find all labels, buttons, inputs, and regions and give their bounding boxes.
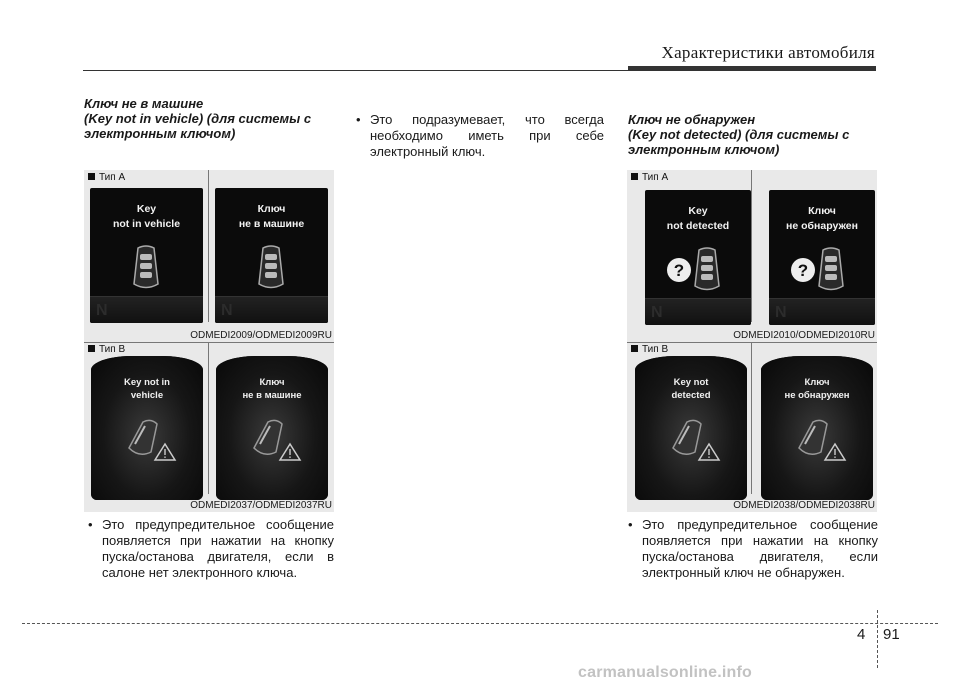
key-not-in-vehicle-screen-ru: Ключ не в машине N bbox=[215, 188, 328, 323]
left-heading-line-3: электронным ключом) bbox=[84, 126, 236, 141]
right-figure-code-b: ODMEDI2038/ODMEDI2038RU bbox=[733, 500, 875, 511]
footer-divider bbox=[877, 610, 878, 668]
svg-text:?: ? bbox=[673, 261, 685, 280]
smart-key-warning-icon bbox=[665, 418, 721, 462]
chapter-number: 4 bbox=[857, 626, 866, 643]
right-figure-code-a: ODMEDI2010/ODMEDI2010RU bbox=[733, 330, 875, 341]
smart-key-icon bbox=[253, 244, 289, 292]
key-question-icon bbox=[789, 246, 855, 294]
left-figure-code-a: ODMEDI2009/ODMEDI2009RU bbox=[190, 330, 332, 341]
left-figure bbox=[84, 170, 334, 512]
smart-key-warning-icon bbox=[121, 418, 177, 462]
key-not-detected-screen-ru: Ключ не обнаружен ? N bbox=[769, 190, 875, 325]
middle-bullet: • Это подразумевает, что всегда необходимо иметь при себе электронный ключ. bbox=[356, 112, 604, 159]
left-heading-line-2: (Key not in vehicle) (для системы с bbox=[84, 111, 312, 126]
smart-key-warning-icon bbox=[791, 418, 847, 462]
right-type-a-label: Тип A bbox=[631, 172, 668, 183]
right-heading-line-3: электронным ключом) bbox=[628, 142, 780, 157]
left-type-b-label: Тип B bbox=[88, 344, 125, 355]
right-bullet-text: Это предупредительное сообщение появляется при нажатии на кнопку пуска/останова двигателя, если электронный ключ не обнаружен. bbox=[642, 517, 878, 580]
svg-text:?: ? bbox=[797, 261, 809, 280]
middle-bullet-text: Это подразумевает, что всегда необходимо иметь при себе электронный ключ. bbox=[370, 112, 604, 159]
key-not-in-vehicle-screen-en: Key not in vehicle N bbox=[90, 188, 203, 323]
header-rule-thick bbox=[628, 66, 876, 71]
key-not-detected-screen-type-b-ru: Ключ не обнаружен bbox=[761, 356, 873, 500]
right-heading-line-2: (Key not detected) (для системы с bbox=[628, 127, 850, 142]
left-figure-code-b: ODMEDI2037/ODMEDI2037RU bbox=[190, 500, 332, 511]
footer-rule bbox=[22, 623, 938, 624]
right-heading bbox=[628, 112, 849, 157]
key-not-detected-screen-type-b-en: Key not detected bbox=[635, 356, 747, 500]
left-bullet: • Это предупредительное сообщение появляется при нажатии на кнопку пуска/останова двигателя, если в салоне нет электронного ключа. bbox=[88, 517, 334, 580]
right-type-b-label: Тип B bbox=[631, 344, 668, 355]
smart-key-warning-icon bbox=[246, 418, 302, 462]
left-bullet-text: Это предупредительное сообщение появляется при нажатии на кнопку пуска/останова двигателя, если в салоне нет электронного ключа. bbox=[102, 517, 334, 580]
key-not-in-vehicle-screen-type-b-ru: Ключ не в машине bbox=[216, 356, 328, 500]
right-figure bbox=[627, 170, 877, 512]
left-heading-line-1: Ключ не в машине bbox=[84, 96, 204, 111]
watermark: carmanualsonline.info bbox=[578, 664, 753, 681]
page-number: 91 bbox=[883, 626, 900, 643]
key-not-detected-screen-en: Key not detected ? N bbox=[645, 190, 751, 325]
section-title: Характеристики автомобиля bbox=[661, 43, 875, 62]
key-question-icon bbox=[665, 246, 731, 294]
right-heading-line-1: Ключ не обнаружен bbox=[628, 112, 756, 127]
left-type-a-label: Тип A bbox=[88, 172, 125, 183]
smart-key-icon bbox=[128, 244, 164, 292]
key-not-in-vehicle-screen-type-b-en: Key not in vehicle bbox=[91, 356, 203, 500]
right-bullet: • Это предупредительное сообщение появляется при нажатии на кнопку пуска/останова двигателя, если электронный ключ не обнаружен. bbox=[628, 517, 878, 580]
left-heading bbox=[84, 96, 311, 141]
